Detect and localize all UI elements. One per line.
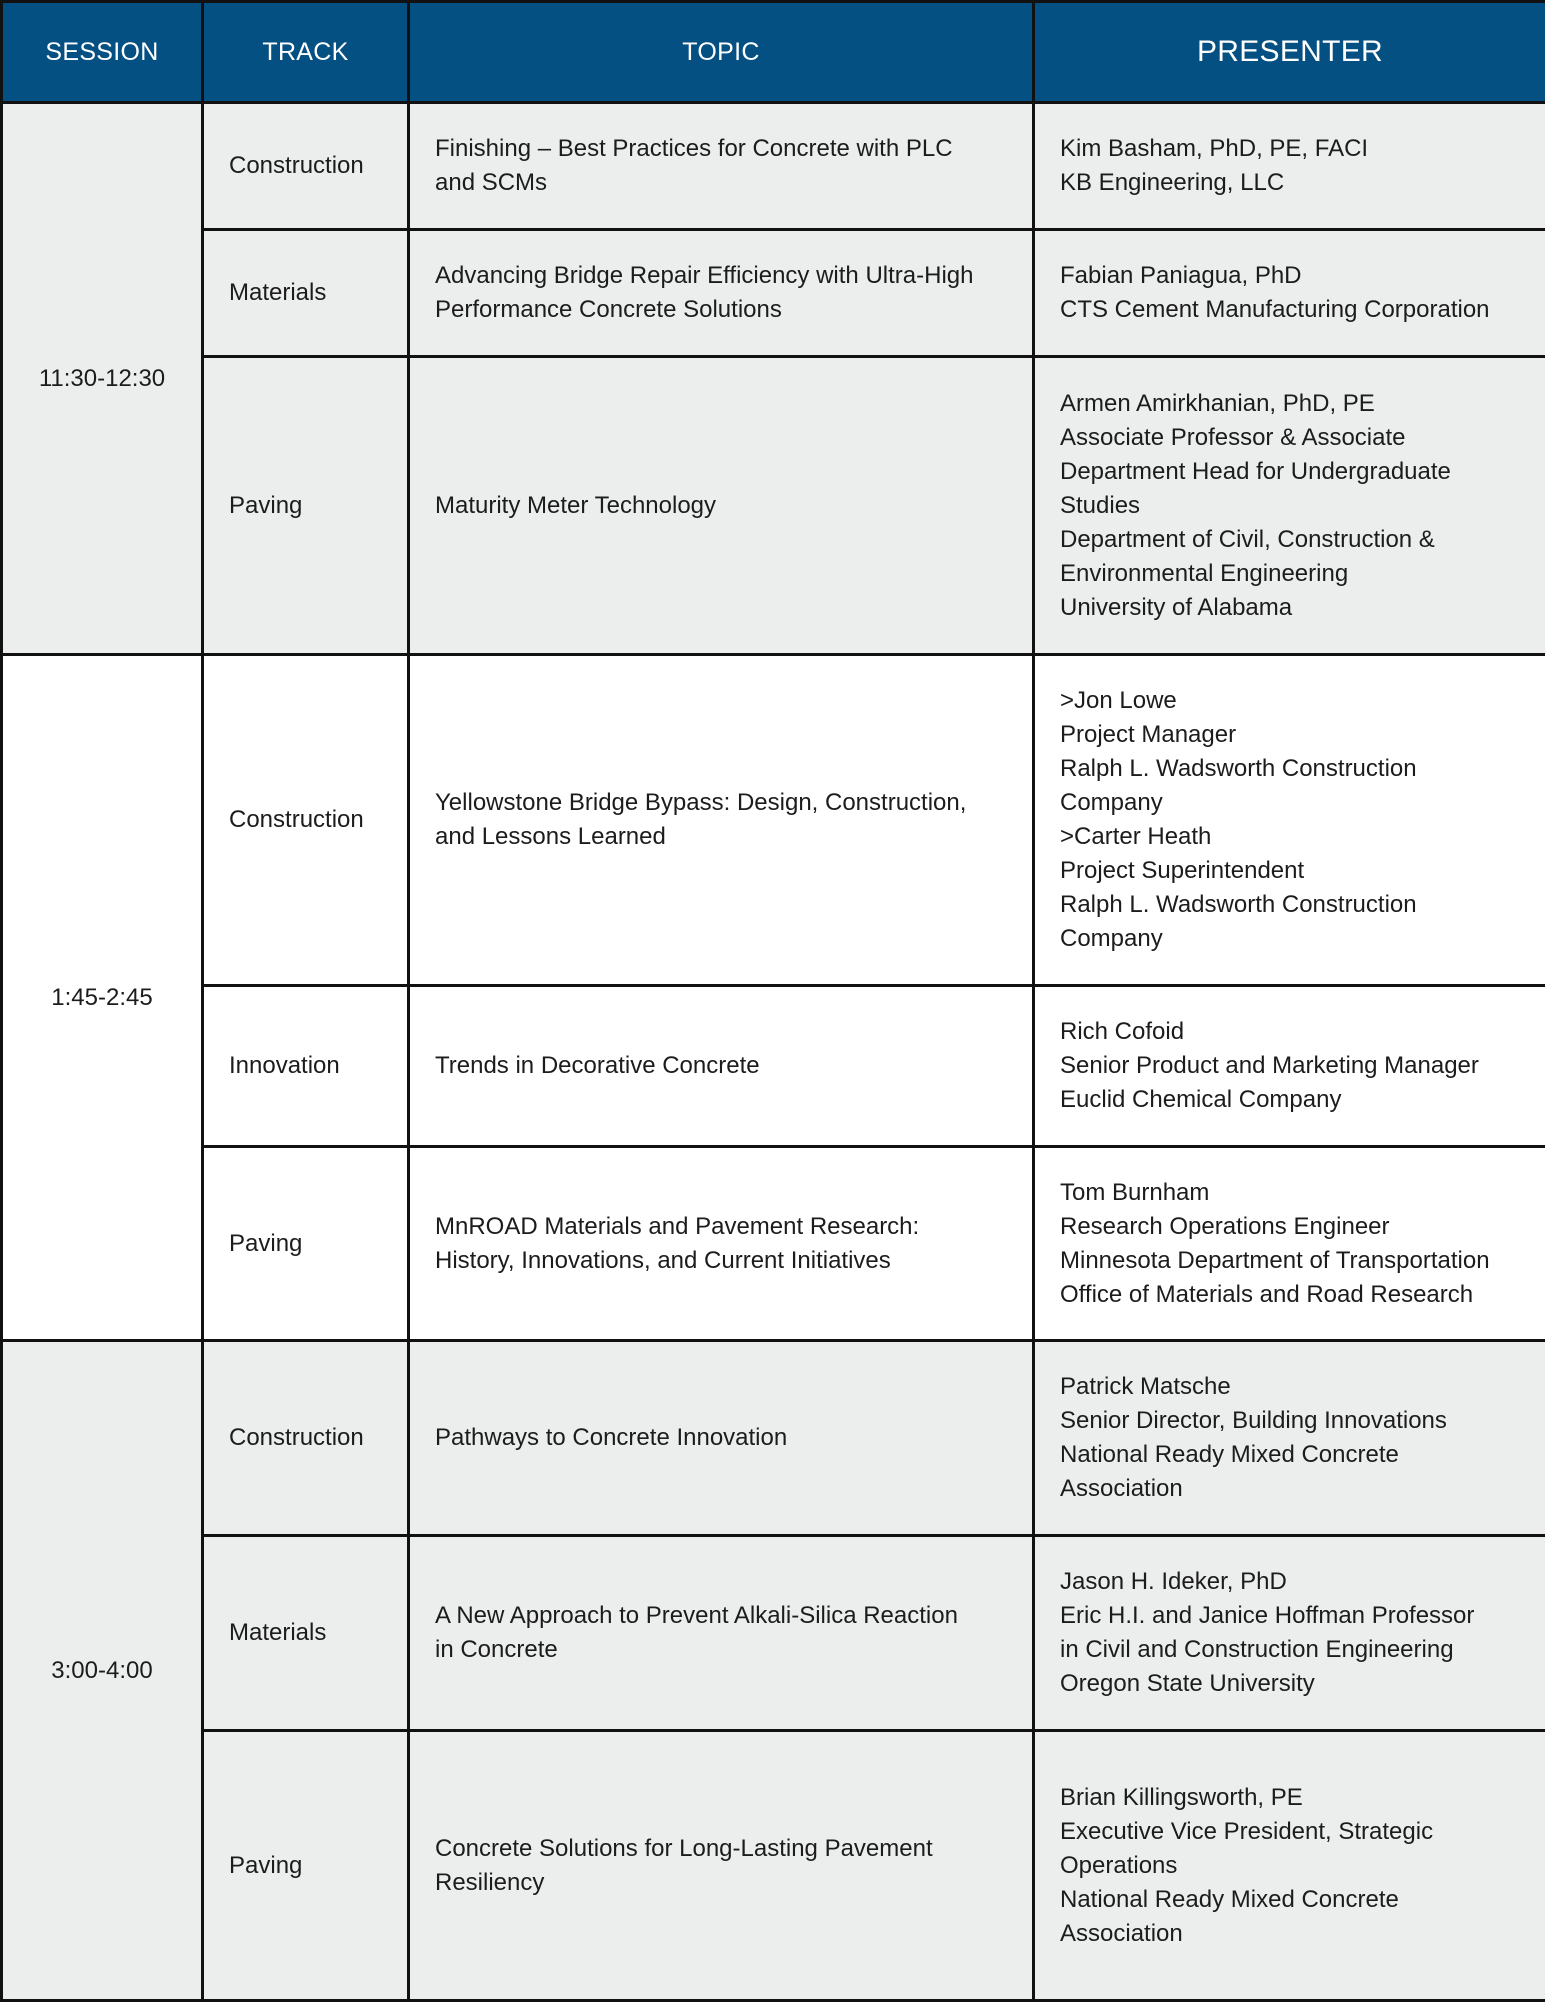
presenter-line: Senior Director, Building Innovations <box>1060 1404 1531 1438</box>
header-presenter: PRESENTER <box>1034 2 1545 103</box>
session-time: 1:45-2:45 <box>2 655 203 1341</box>
presenter-line: Eric H.I. and Janice Hoffman Professor <box>1060 1599 1531 1633</box>
table-row <box>2 655 1545 986</box>
presenter-line: University of Alabama <box>1060 591 1531 625</box>
presenter-line: Brian Killingsworth, PE <box>1060 1781 1531 1815</box>
topic-line: Maturity Meter Technology <box>435 489 1004 523</box>
presenter-line: Kim Basham, PhD, PE, FACI <box>1060 132 1531 166</box>
table-row <box>2 1341 1545 1536</box>
presenter-cell <box>1034 655 1545 986</box>
presenter-line: Office of Materials and Road Research <box>1060 1278 1531 1312</box>
presenter-line: >Carter Heath <box>1060 820 1531 854</box>
topic-line: A New Approach to Prevent Alkali-Silica Reaction <box>435 1599 1004 1633</box>
topic-cell <box>409 230 1034 357</box>
topic-line: Resiliency <box>435 1866 1004 1900</box>
topic-cell <box>409 1341 1034 1536</box>
presenter-line: Euclid Chemical Company <box>1060 1083 1531 1117</box>
presenter-line: Company <box>1060 922 1531 956</box>
header-session: SESSION <box>2 2 203 103</box>
header-row <box>2 2 1545 103</box>
presenter-cell <box>1034 986 1545 1147</box>
track-cell: Materials <box>203 230 409 357</box>
topic-cell <box>409 357 1034 655</box>
presenter-cell <box>1034 357 1545 655</box>
table-row <box>2 986 1545 1147</box>
presenter-line: Association <box>1060 1917 1531 1951</box>
topic-cell <box>409 655 1034 986</box>
session-time: 3:00-4:00 <box>2 1341 203 2001</box>
presenter-line: Patrick Matsche <box>1060 1370 1531 1404</box>
presenter-line: Oregon State University <box>1060 1667 1531 1701</box>
topic-line: and SCMs <box>435 166 1004 200</box>
topic-line: History, Innovations, and Current Initiatives <box>435 1244 1004 1278</box>
presenter-cell <box>1034 1341 1545 1536</box>
presenter-line: CTS Cement Manufacturing Corporation <box>1060 293 1531 327</box>
presenter-line: Department of Civil, Construction & <box>1060 523 1531 557</box>
presenter-line: Rich Cofoid <box>1060 1015 1531 1049</box>
session-time: 11:30-12:30 <box>2 103 203 655</box>
track-cell: Construction <box>203 103 409 230</box>
track-cell: Materials <box>203 1536 409 1731</box>
topic-line: Yellowstone Bridge Bypass: Design, Construction, <box>435 786 1004 820</box>
table-row <box>2 230 1545 357</box>
presenter-line: Associate Professor & Associate <box>1060 421 1531 455</box>
presenter-line: Jason H. Ideker, PhD <box>1060 1565 1531 1599</box>
topic-cell <box>409 1536 1034 1731</box>
topic-cell <box>409 1147 1034 1341</box>
presenter-line: Ralph L. Wadsworth Construction <box>1060 888 1531 922</box>
topic-cell <box>409 986 1034 1147</box>
presenter-cell <box>1034 230 1545 357</box>
track-cell: Paving <box>203 357 409 655</box>
presenter-line: Company <box>1060 786 1531 820</box>
presenter-line: Operations <box>1060 1849 1531 1883</box>
presenter-line: Fabian Paniagua, PhD <box>1060 259 1531 293</box>
presenter-line: Studies <box>1060 489 1531 523</box>
track-cell: Construction <box>203 1341 409 1536</box>
presenter-line: Armen Amirkhanian, PhD, PE <box>1060 387 1531 421</box>
topic-line: Concrete Solutions for Long-Lasting Pavement <box>435 1832 1004 1866</box>
topic-line: in Concrete <box>435 1633 1004 1667</box>
topic-line: Trends in Decorative Concrete <box>435 1049 1004 1083</box>
presenter-line: Research Operations Engineer <box>1060 1210 1531 1244</box>
topic-cell <box>409 1731 1034 2001</box>
table-row <box>2 1731 1545 2001</box>
presenter-line: Tom Burnham <box>1060 1176 1531 1210</box>
presenter-line: Department Head for Undergraduate <box>1060 455 1531 489</box>
presenter-line: Project Superintendent <box>1060 854 1531 888</box>
topic-line: Pathways to Concrete Innovation <box>435 1421 1004 1455</box>
presenter-line: Project Manager <box>1060 718 1531 752</box>
presenter-line: Environmental Engineering <box>1060 557 1531 591</box>
track-cell: Paving <box>203 1147 409 1341</box>
presenter-line: National Ready Mixed Concrete <box>1060 1438 1531 1472</box>
presenter-cell <box>1034 103 1545 230</box>
track-cell: Paving <box>203 1731 409 2001</box>
topic-line: Advancing Bridge Repair Efficiency with Ultra-High <box>435 259 1004 293</box>
presenter-line: KB Engineering, LLC <box>1060 166 1531 200</box>
table-row <box>2 1147 1545 1341</box>
track-cell: Innovation <box>203 986 409 1147</box>
presenter-line: Association <box>1060 1472 1531 1506</box>
topic-line: Finishing – Best Practices for Concrete with PLC <box>435 132 1004 166</box>
header-topic: TOPIC <box>409 2 1034 103</box>
table-row <box>2 1536 1545 1731</box>
presenter-cell <box>1034 1536 1545 1731</box>
presenter-cell <box>1034 1731 1545 2001</box>
table-row <box>2 103 1545 230</box>
presenter-line: Minnesota Department of Transportation <box>1060 1244 1531 1278</box>
presenter-line: National Ready Mixed Concrete <box>1060 1883 1531 1917</box>
table-row <box>2 357 1545 655</box>
presenter-line: Executive Vice President, Strategic <box>1060 1815 1531 1849</box>
presenter-line: Senior Product and Marketing Manager <box>1060 1049 1531 1083</box>
track-cell: Construction <box>203 655 409 986</box>
presenter-line: >Jon Lowe <box>1060 684 1531 718</box>
presenter-cell <box>1034 1147 1545 1341</box>
topic-line: MnROAD Materials and Pavement Research: <box>435 1210 1004 1244</box>
header-track: TRACK <box>203 2 409 103</box>
topic-line: Performance Concrete Solutions <box>435 293 1004 327</box>
presenter-line: Ralph L. Wadsworth Construction <box>1060 752 1531 786</box>
topic-cell <box>409 103 1034 230</box>
topic-line: and Lessons Learned <box>435 820 1004 854</box>
presenter-line: in Civil and Construction Engineering <box>1060 1633 1531 1667</box>
